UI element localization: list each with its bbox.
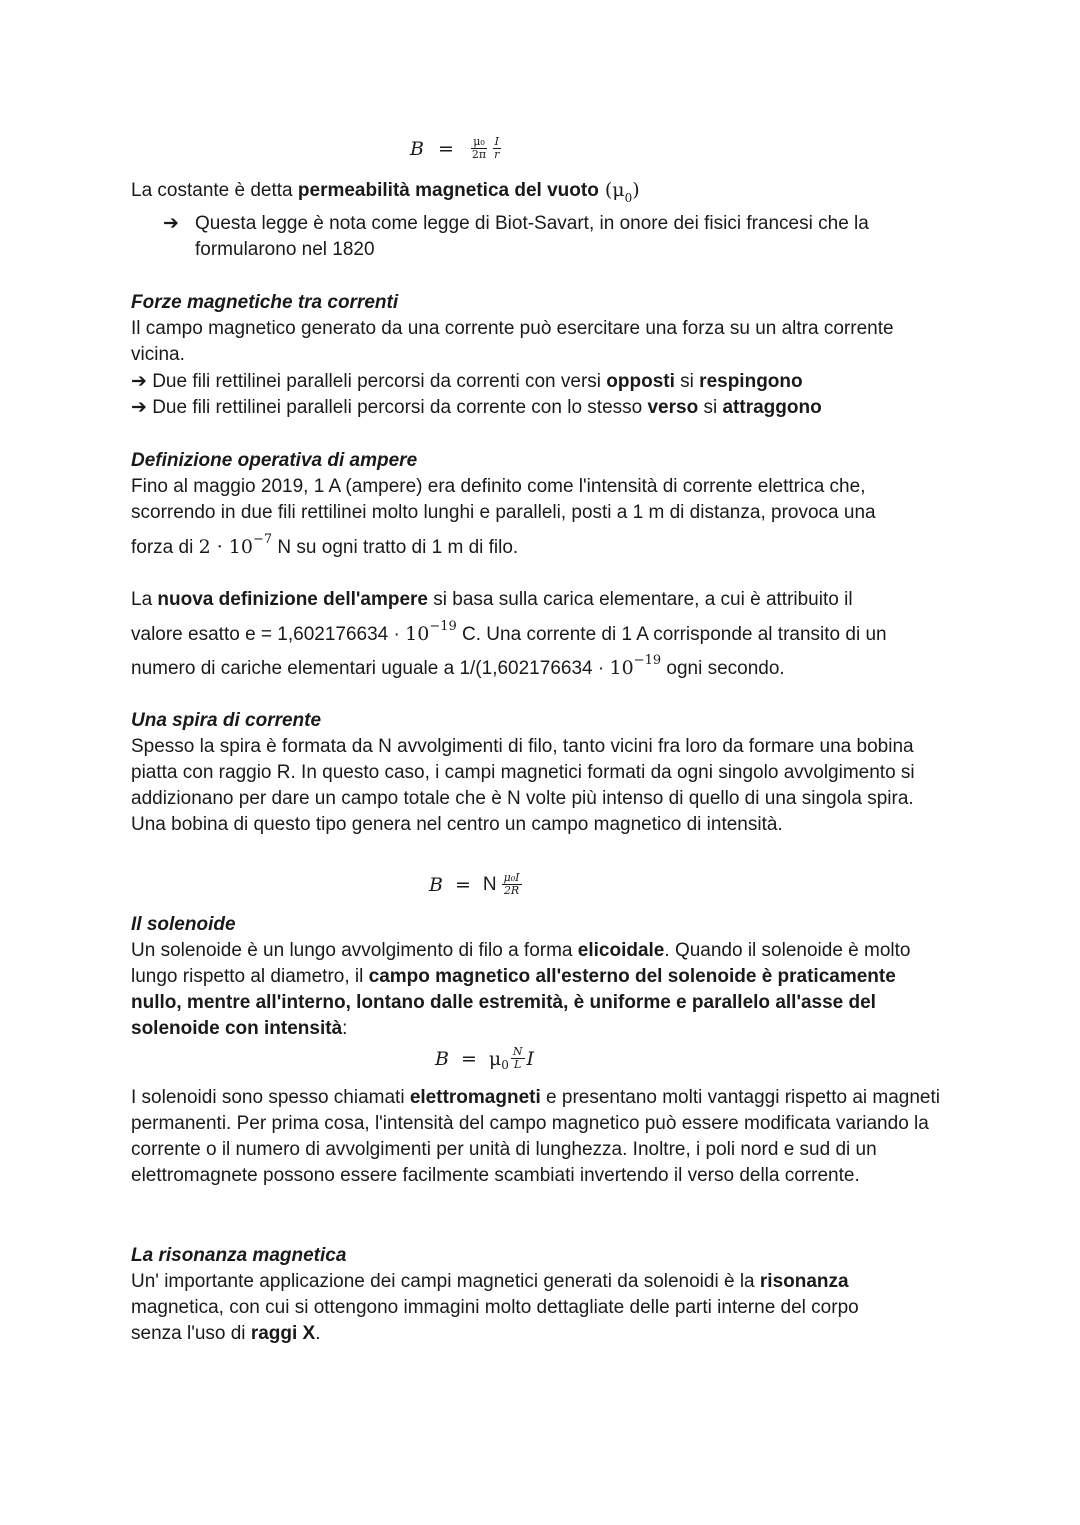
risonanza-text: magnetica, con cui si ottengono immagini molto dettagliate delle parti interne del corpo senza l'uso di xyxy=(131,1297,859,1344)
forze-paragraph: Il campo magnetico generato da una corrente può esercitare una forza su un altra corrente vicina. xyxy=(131,318,894,365)
elettro-text: I solenoidi sono spesso chiamati xyxy=(131,1087,410,1108)
formula-biot-savart xyxy=(410,136,503,161)
item-bold: attraggono xyxy=(722,397,822,418)
nuova-text: si basa sulla carica elementare, a cui è attribuito il xyxy=(428,589,853,610)
nuova-bold: nuova definizione dell'ampere xyxy=(157,589,428,610)
item-text: Due fili rettilinei paralleli percorsi da correnti con versi xyxy=(146,371,607,392)
fraction-denominator: L xyxy=(514,1058,522,1071)
item-text: si xyxy=(698,397,723,418)
nuova-text: valore esatto e = 1,602176634 · xyxy=(131,624,406,645)
force-exponent: −7 xyxy=(252,532,273,547)
item-bold: respingono xyxy=(699,371,803,392)
heading-ampere: Definizione operativa di ampere xyxy=(131,450,418,471)
fraction-denominator: 2R xyxy=(503,884,520,897)
arrow-icon: ➔ xyxy=(163,213,179,234)
formula-equals: = xyxy=(460,1047,477,1070)
formula-lhs: B xyxy=(435,1047,449,1070)
nuova-text: numero di cariche elementari uguale a 1/(1,602176634 · xyxy=(131,658,610,679)
elettro-bold: elettromagneti xyxy=(409,1087,541,1108)
formula-lhs: B xyxy=(429,873,443,896)
fraction-numerator: N xyxy=(512,1045,523,1058)
intro-subscript: 0 xyxy=(624,191,633,205)
force-number: 2 · 10 xyxy=(198,536,253,558)
elettro-text: e presentano molti vantaggi rispetto ai magneti permanenti. Per prima cosa, l'intensità del campo magnetico può essere modificata variando la corrente o il numero di avvolgimenti per unità di lunghezza. Inoltre, i poli nord e sud di un elettromagnete possono essere facilmente scambiati invertendo il verso della corrente. xyxy=(131,1087,940,1186)
solenoide-paragraph xyxy=(131,938,911,1042)
nuova-text: ogni secondo. xyxy=(661,658,785,679)
nuova-definizione-line2 xyxy=(131,621,951,650)
fraction-numerator: μ₀ xyxy=(473,135,485,148)
fraction-i-over-r xyxy=(492,136,501,161)
forze-item-opposti xyxy=(131,369,951,395)
fraction-numerator: μ₀I xyxy=(503,871,520,884)
fraction-n-over-l xyxy=(511,1046,525,1071)
forze-item-verso xyxy=(131,395,951,421)
formula-mu-subscript: 0 xyxy=(501,1057,509,1072)
force-text: N su ogni tratto di 1 m di filo. xyxy=(272,537,519,558)
fraction-numerator: I xyxy=(494,135,499,148)
formula-current: I xyxy=(526,1047,535,1070)
formula-solenoide xyxy=(435,1046,534,1071)
item-text: Due fili rettilinei paralleli percorsi da corrente con lo stesso xyxy=(146,397,648,418)
fraction-denominator: r xyxy=(494,148,500,161)
nuova-number: 10 xyxy=(405,623,430,645)
formula-mu: μ xyxy=(488,1047,502,1070)
nuova-definizione-line1 xyxy=(131,587,951,613)
elettromagneti-paragraph xyxy=(131,1085,946,1189)
solenoide-text: : xyxy=(342,1018,348,1039)
formula-equals: = xyxy=(454,873,471,896)
risonanza-bold: risonanza xyxy=(759,1271,849,1292)
solenoide-bold: campo magnetico all'esterno del solenoide è praticamente nullo, mentre all'interno, lontano dalle estremità, è uniforme e parallelo all'asse del solenoide con intensità xyxy=(131,966,896,1039)
heading-spira: Una spira di corrente xyxy=(131,710,322,731)
intro-paragraph xyxy=(131,177,951,205)
intro-paren: ) xyxy=(632,179,640,201)
nuova-text: La xyxy=(131,589,158,610)
ampere-paragraph: Fino al maggio 2019, 1 A (ampere) era definito come l'intensità di corrente elettrica che, scorrendo in due fili rettilinei molto lunghi e paralleli, posti a 1 m di distanza, provoca una xyxy=(131,476,876,523)
fraction-mu-i-over-2r xyxy=(502,872,522,897)
risonanza-text: . xyxy=(315,1323,321,1344)
solenoide-text: Un solenoide è un lungo avvolgimento di filo a forma xyxy=(131,940,578,961)
nuova-exponent: −19 xyxy=(633,653,662,668)
intro-bold: permeabilità magnetica del vuoto xyxy=(297,180,599,201)
item-text: si xyxy=(674,371,700,392)
ampere-force-line xyxy=(131,534,951,563)
nuova-exponent: −19 xyxy=(429,619,457,634)
biot-savart-note xyxy=(163,211,923,263)
arrow-icon: ➔ xyxy=(131,371,147,392)
spira-paragraph: Spesso la spira è formata da N avvolgimenti di filo, tanto vicini fra loro da formare una bobina piatta con raggio R. In questo caso, i campi magnetici formati da ogni singolo avvolgimento si addizionano per dare un campo totale che è N volte più intenso di quello di una singola spira. Una bobina di questo tipo genera nel centro un campo magnetico di intensità. xyxy=(131,736,915,835)
risonanza-paragraph xyxy=(131,1269,901,1347)
solenoide-bold: elicoidale xyxy=(577,940,665,961)
heading-forze: Forze magnetiche tra correnti xyxy=(131,292,399,313)
formula-equals: = xyxy=(437,137,454,160)
formula-n: N xyxy=(482,873,497,895)
nuova-number: 10 xyxy=(609,657,634,679)
intro-symbol: (μ xyxy=(598,179,625,201)
fraction-denominator: 2π xyxy=(471,148,487,161)
nuova-definizione-line3 xyxy=(131,655,951,684)
force-text: forza di xyxy=(131,537,199,558)
risonanza-bold: raggi X xyxy=(250,1323,316,1344)
solenoide-text: . Quando il solenoide è molto lungo rispetto al diametro, il xyxy=(131,940,911,987)
heading-solenoide: Il solenoide xyxy=(131,914,236,935)
arrow-icon: ➔ xyxy=(131,397,147,418)
heading-risonanza: La risonanza magnetica xyxy=(131,1245,347,1266)
biot-savart-text: Questa legge è nota come legge di Biot-Savart, in onore dei fisici francesi che la formularono nel 1820 xyxy=(195,213,869,260)
item-bold: opposti xyxy=(606,371,675,392)
risonanza-text: Un' importante applicazione dei campi magnetici generati da solenoidi è la xyxy=(131,1271,760,1292)
intro-text: La costante è detta xyxy=(131,180,298,201)
item-bold: verso xyxy=(647,397,699,418)
fraction-mu-over-2pi xyxy=(470,136,488,161)
formula-spira xyxy=(429,872,524,897)
nuova-text: C. Una corrente di 1 A corrisponde al transito di un xyxy=(456,624,887,645)
formula-lhs: B xyxy=(410,137,424,160)
